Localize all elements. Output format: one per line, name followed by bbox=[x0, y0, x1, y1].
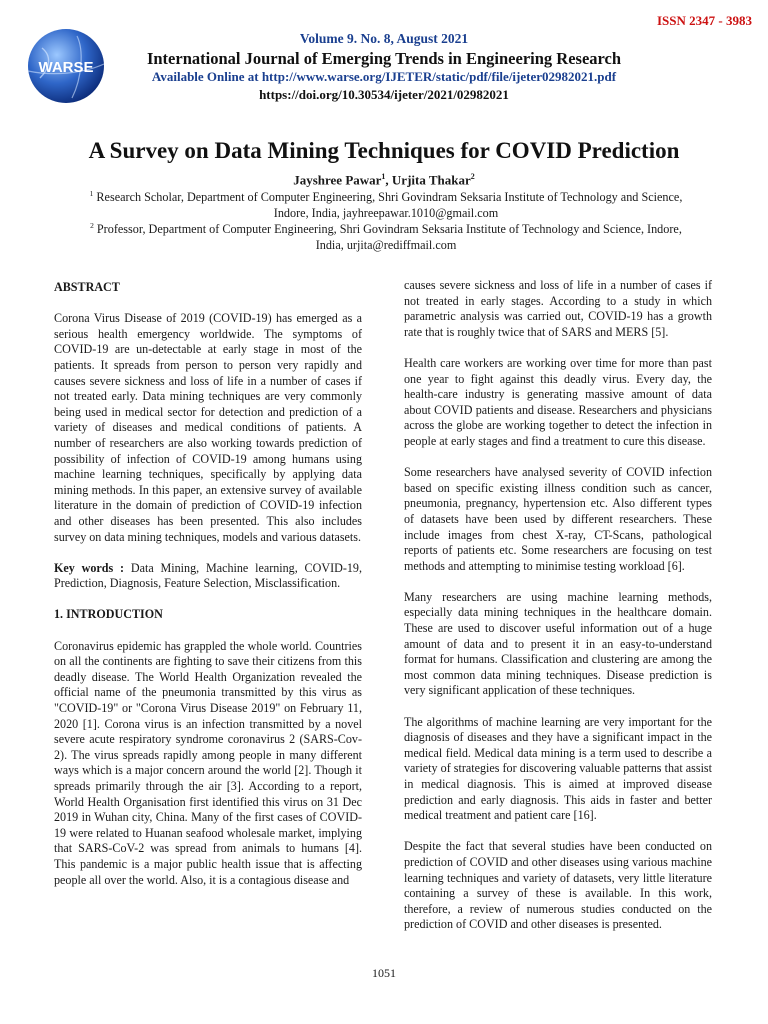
paragraph: The algorithms of machine learning are very important for the diagnosis of diseases and they have a significant impact in the medical field. Medical data mining is a term used to describe a variety of strategies for discovering valuable patterns that assist in medical diagnosis. This is aimed at improved disease prediction and early diagnosis. This aids in faster and better medical treatment and patient care [16]. bbox=[404, 714, 712, 823]
doi-link[interactable]: https://doi.org/10.30534/ijeter/2021/02982021 bbox=[259, 87, 509, 102]
keywords-label: Key words : bbox=[54, 560, 125, 575]
volume-line: Volume 9. No. 8, August 2021 bbox=[299, 31, 469, 46]
available-online-link[interactable]: Available Online at http://www.warse.org/IJETER/static/pdf/file/ijeter02982021.pdf bbox=[151, 69, 617, 84]
introduction-text: Coronavirus epidemic has grappled the whole world. Countries on all the continents are fighting to save their citizens from this deadly disease. The World Health Organization revealed the official name of the pneumonia transmitted by this virus as "COVID-19" or "Corona Virus Disease 2019" on February 11, 2020 [1]. Corona virus is an infection transmitted by a novel severe acute respiratory syndrome coronavirus 2 (SARS-Cov-2). The virus spreads rapidly among people in many different ways which is a major concern around the world [2]. Though it spreads primarily through the air [3]. According to a report, World Health Organisation first identified this virus on 31 Dec 2019 in Wuhan city, China. Many of the first cases of COVID-19 were related to Huanan seafood wholesale market, implying that SARS-CoV-2 was spread from animals to humans [4]. This pandemic is a major public health issue that is affecting people all over the world. Also, it is a contagious disease and bbox=[54, 638, 362, 887]
author-2-sup: 2 bbox=[470, 172, 475, 181]
affiliation-2 bbox=[80, 218, 692, 253]
aff1-sup: 1 bbox=[89, 189, 94, 198]
keywords-text: Data Mining, Machine learning, COVID-19, Prediction, Diagnosis, Feature Selection, Misclassification. bbox=[54, 560, 362, 591]
introduction-heading: 1. INTRODUCTION bbox=[54, 607, 163, 622]
paragraph: Despite the fact that several studies have been conducted on prediction of COVID and other diseases using various machine learning techniques and variety of datasets, very little literature containing a survey of these is available. In this work, therefore, a review of numerous studies conducted on the prediction of COVID and other diseases is presented. bbox=[404, 839, 712, 932]
aff2-text: Professor, Department of Computer Engineering, Shri Govindram Seksaria Institute of Technology and Science, Indore, India, urjita@rediffmail.com bbox=[93, 222, 682, 253]
right-column bbox=[404, 278, 712, 949]
paragraph: causes severe sickness and loss of life in a number of cases if not treated in early stages. According to a study in which parametric analysis was carried out, COVID-19 has a growth rate that is roughly twice that of SARS and MERS [5]. bbox=[404, 278, 712, 339]
paragraph: Health care workers are working over time for more than past one year to fight against this deadly virus. Every day, the health-care industry is generating massive amount of data about COVID patients and disease. Researchers and physicians across the globe are working together to detect the infection in people at early stages and find a treatment to cure this disease. bbox=[404, 355, 712, 448]
author-separator: , bbox=[385, 172, 392, 188]
aff2-sup: 2 bbox=[90, 221, 94, 230]
affiliation-1 bbox=[80, 186, 692, 221]
logo-text: WARSE bbox=[38, 59, 94, 76]
issn: ISSN 2347 - 3983 bbox=[657, 13, 752, 28]
author-2: Urjita Thakar bbox=[391, 172, 471, 188]
keywords bbox=[54, 561, 362, 592]
left-column bbox=[54, 280, 362, 904]
abstract-text: Corona Virus Disease of 2019 (COVID-19) has emerged as a serious health emergency worldwide. The symptoms of COVID-19 are un-detectable at early stage in most of the patients. It spreads from person to person very rapidly and causes severe sickness and loss of life in a number of cases if not treated early. Data mining techniques are very commonly being used in medical sector for detection and prediction of a variety of diseases and medical conditions of patients. A number of researchers are also working towards prediction of possibility of infection of COVID-19 among humans using machine learning techniques, specifically by applying data mining methods. In this paper, an extensive survey of available literature in the domain of prediction of COVID-19 infection and other diseases has been presented. This also includes survey on data mining techniques, models and various datasets. bbox=[54, 311, 362, 544]
author-1-sup: 1 bbox=[381, 172, 386, 181]
paragraph: Some researchers have analysed severity of COVID infection based on specific existing illness condition such as cancer, pneumonia, pregnancy, hypertension etc. Also different types of datasets have been used by different researchers. These include images from chest X-ray, CT-Scans, pathological reports of patients etc. Some researchers are focusing on test methods and attempting to minimise testing workload [6]. bbox=[404, 465, 712, 573]
journal-name: International Journal of Emerging Trends in Engineering Research bbox=[146, 49, 622, 68]
abstract-heading: ABSTRACT bbox=[54, 280, 120, 294]
author-1: Jayshree Pawar bbox=[293, 172, 382, 188]
page-number: 1051 bbox=[372, 966, 396, 980]
paragraph: Many researchers are using machine learning methods, especially data mining techniques in the healthcare domain. These are used to discover useful information out of a huge amount of data and to present it in an easy-to-understand format for humans. Classification and clustering are among the most common data mining techniques. Disease prediction is very significant application of these techniques. bbox=[404, 589, 712, 698]
paper-title: A Survey on Data Mining Techniques for COVID Prediction bbox=[88, 138, 680, 163]
aff1-text: Research Scholar, Department of Computer Engineering, Shri Govindram Seksaria Institute of Technology and Science, Indore, India, jayhreepawar.1010@gmail.com bbox=[93, 190, 683, 221]
